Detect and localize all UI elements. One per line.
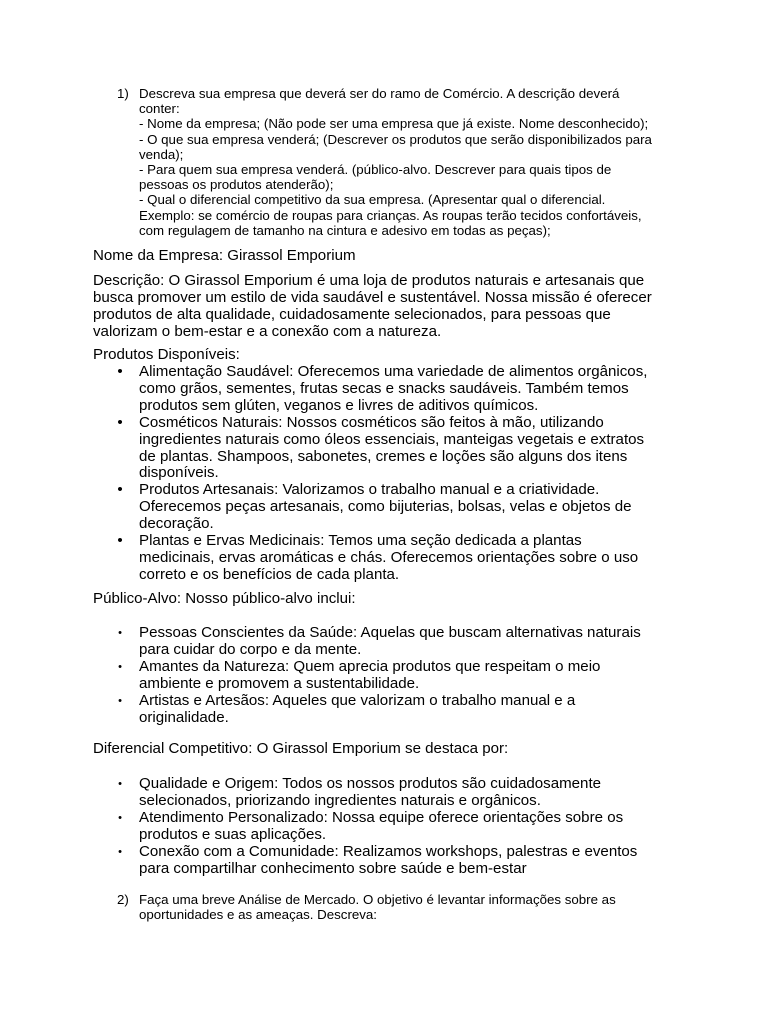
list-item-line: produtos sem glúten, veganos e livres de aditivos químicos. — [139, 396, 539, 414]
list-item — [93, 810, 683, 844]
list-item-line: para cuidar do corpo e da mente. — [139, 640, 362, 658]
question-1-text — [139, 86, 677, 238]
question-1-line: - Nome da empresa; (Não pode ser uma empresa que já existe. Nome desconhecido); — [139, 116, 649, 132]
list-item — [93, 844, 683, 878]
list-item-line: disponíveis. — [139, 464, 219, 482]
list-item-line: Amantes da Natureza: Quem aprecia produtos que respeitam o meio — [139, 657, 601, 675]
list-item — [93, 693, 683, 727]
question-1-line: venda); — [139, 146, 184, 162]
description-line: valorizam o bem-estar e a conexão com a natureza. — [93, 322, 442, 340]
bullet-icon: • — [117, 413, 123, 431]
question-1-line: Descreva sua empresa que deverá ser do ramo de Comércio. A descrição deverá — [139, 86, 620, 101]
list-item-line: correto e os benefícios de cada planta. — [139, 565, 400, 583]
description-line: Descrição: O Girassol Emporium é uma loja de produtos naturais e artesanais que — [93, 272, 645, 289]
list-item-line: de plantas. Shampoos, sabonetes, cremes e loções são alguns dos itens — [139, 447, 628, 465]
question-1-line: com regulagem de tamanho na cintura e adesivo em todas as peças); — [139, 222, 551, 238]
differential-heading-text: Diferencial Competitivo: O Girassol Emporium se destaca por: — [93, 740, 509, 757]
products-list — [93, 364, 683, 584]
list-item — [93, 533, 683, 584]
question-1-line: pessoas os produtos atenderão); — [139, 177, 334, 193]
bullet-icon: • — [118, 694, 122, 707]
list-item-line: medicinais, ervas aromáticas e chás. Oferecemos orientações sobre o uso — [139, 548, 639, 566]
bullet-icon: • — [118, 845, 122, 858]
question-2-line: Faça uma breve Análise de Mercado. O objetivo é levantar informações sobre as — [139, 892, 616, 907]
list-item-line: como grãos, sementes, frutas secas e snacks saudáveis. Também temos — [139, 379, 629, 397]
list-item-line: Alimentação Saudável: Oferecemos uma variedade de alimentos orgânicos, — [139, 363, 648, 380]
bullet-icon: • — [118, 778, 122, 790]
question-1-line: - Para quem sua empresa venderá. (público-alvo. Descrever para quais tipos de — [139, 162, 612, 178]
description-paragraph — [93, 273, 683, 341]
audience-heading-text: Público-Alvo: Nosso público-alvo inclui: — [93, 590, 356, 607]
company-name — [93, 248, 683, 265]
question-1-line: - Qual o diferencial competitivo da sua empresa. (Apresentar qual o diferencial. — [139, 192, 606, 208]
description-line: produtos de alta qualidade, cuidadosamente selecionados, para pessoas que — [93, 305, 611, 323]
question-1-number: 1) — [117, 86, 129, 101]
audience-heading — [93, 591, 683, 608]
bullet-icon: • — [118, 660, 122, 673]
list-item-line: Conexão com a Comunidade: Realizamos workshops, palestras e eventos — [139, 842, 638, 860]
question-1-line: - O que sua empresa venderá; (Descrever os produtos que serão disponibilizados para — [139, 131, 652, 147]
list-item — [93, 659, 683, 693]
list-item — [93, 482, 683, 533]
list-item-line: decoração. — [139, 515, 214, 533]
list-item — [93, 625, 683, 659]
question-1 — [117, 86, 677, 238]
list-item-line: ingredientes naturais como óleos essenciais, manteigas vegetais e extratos — [139, 430, 645, 448]
list-item-line: Produtos Artesanais: Valorizamos o trabalho manual e a criatividade. — [139, 481, 600, 499]
list-item — [93, 415, 683, 483]
products-heading-text: Produtos Disponíveis: — [93, 346, 240, 363]
list-item — [93, 364, 683, 415]
question-1-line: conter: — [139, 101, 180, 117]
bullet-icon: • — [117, 363, 123, 380]
list-item-line: Atendimento Personalizado: Nossa equipe oferece orientações sobre os — [139, 808, 624, 826]
audience-list — [93, 625, 683, 726]
question-2-text — [139, 892, 677, 922]
bullet-icon: • — [117, 532, 123, 550]
question-1-line: Exemplo: se comércio de roupas para crianças. As roupas terão tecidos confortáveis, — [139, 207, 642, 223]
list-item-line: Oferecemos peças artesanais, como bijuterias, bolsas, velas e objetos de — [139, 498, 632, 516]
list-item-line: produtos e suas aplicações. — [139, 825, 327, 843]
list-item-line: para compartilhar conhecimento sobre saúde e bem-estar — [139, 859, 527, 877]
list-item-line: Qualidade e Origem: Todos os nossos produtos são cuidadosamente — [139, 775, 602, 792]
products-heading — [93, 347, 683, 364]
list-item-line: selecionados, priorizando ingredientes naturais e orgânicos. — [139, 791, 541, 809]
question-2-line: oportunidades e as ameaças. Descreva: — [139, 907, 377, 923]
differential-heading — [93, 741, 683, 758]
list-item-line: originalidade. — [139, 708, 229, 726]
list-item-line: Cosméticos Naturais: Nossos cosméticos são feitos à mão, utilizando — [139, 413, 604, 431]
company-name-text: Nome da Empresa: Girassol Emporium — [93, 247, 356, 264]
list-item-line: Artistas e Artesãos: Aqueles que valorizam o trabalho manual e a — [139, 691, 576, 709]
list-item-line: ambiente e promovem a sustentabilidade. — [139, 674, 420, 692]
list-item-line: Pessoas Conscientes da Saúde: Aquelas que buscam alternativas naturais — [139, 624, 641, 641]
question-2-number: 2) — [117, 892, 129, 907]
differential-list — [93, 776, 683, 877]
list-item — [93, 776, 683, 810]
question-2 — [117, 892, 677, 922]
bullet-icon: • — [117, 481, 123, 499]
list-item-line: Plantas e Ervas Medicinais: Temos uma seção dedicada a plantas — [139, 532, 582, 550]
bullet-icon: • — [118, 627, 122, 639]
description-line: busca promover um estilo de vida saudável e sustentável. Nossa missão é oferecer — [93, 288, 652, 306]
bullet-icon: • — [118, 811, 122, 824]
